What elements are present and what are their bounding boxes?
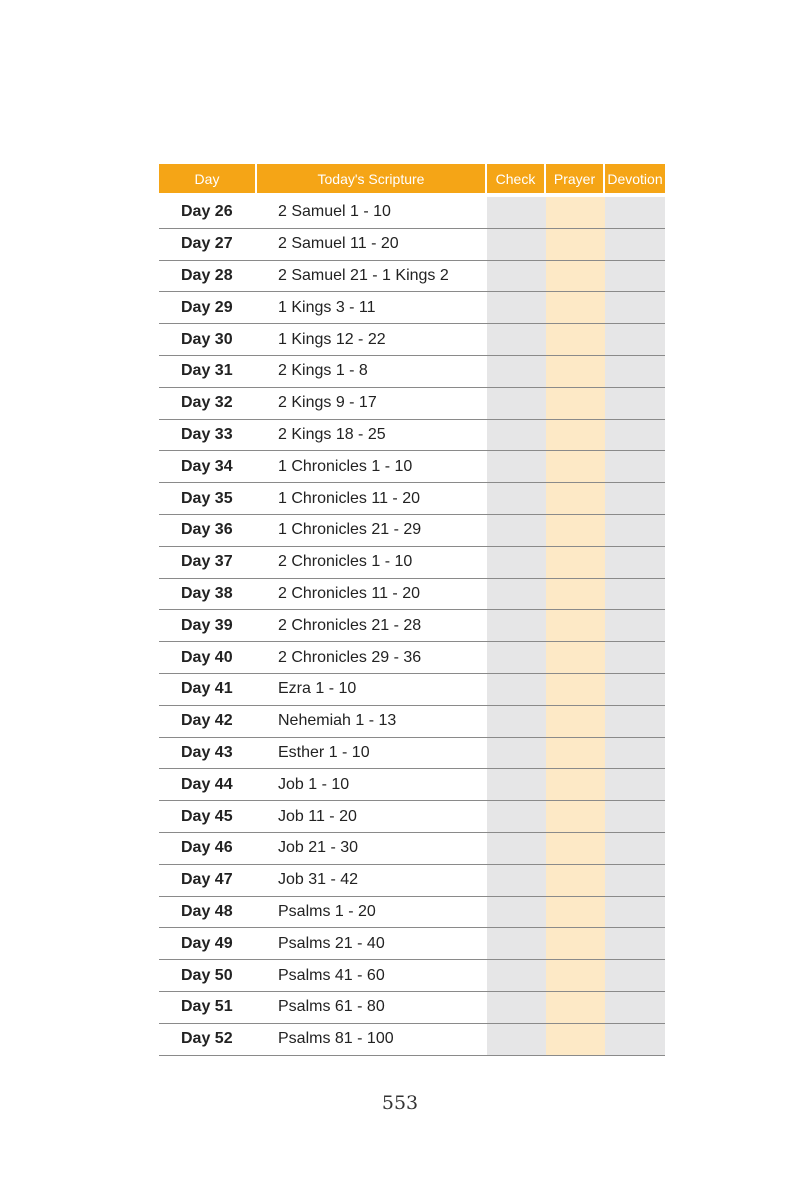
day-label: Day 30	[181, 330, 233, 348]
prayer-box[interactable]	[546, 960, 605, 991]
check-box[interactable]	[487, 451, 546, 482]
check-box[interactable]	[487, 865, 546, 896]
scripture-reading: Psalms 21 - 40	[278, 934, 385, 952]
day-label: Day 42	[181, 712, 233, 730]
table-body	[159, 197, 665, 1056]
check-box[interactable]	[487, 1024, 546, 1055]
devotion-box[interactable]	[605, 642, 665, 673]
prayer-box[interactable]	[546, 579, 605, 610]
scripture-reading: 2 Chronicles 29 - 36	[278, 648, 422, 666]
day-label: Day 46	[181, 839, 233, 857]
devotion-box[interactable]	[605, 292, 665, 323]
table-row	[159, 197, 665, 229]
table-row	[159, 865, 665, 897]
devotion-box[interactable]	[605, 261, 665, 292]
scripture-reading: 1 Kings 3 - 11	[278, 298, 376, 316]
prayer-box[interactable]	[546, 992, 605, 1023]
devotion-box[interactable]	[605, 738, 665, 769]
prayer-box[interactable]	[546, 451, 605, 482]
day-label: Day 50	[181, 966, 233, 984]
scripture-reading: Psalms 81 - 100	[278, 1030, 394, 1048]
table-row	[159, 292, 665, 324]
devotion-box[interactable]	[605, 420, 665, 451]
scripture-reading: Esther 1 - 10	[278, 743, 370, 761]
devotion-box[interactable]	[605, 897, 665, 928]
header-check: Check	[487, 164, 546, 193]
prayer-box[interactable]	[546, 738, 605, 769]
prayer-box[interactable]	[546, 1024, 605, 1055]
day-label: Day 49	[181, 934, 233, 952]
scripture-reading: 2 Kings 9 - 17	[278, 394, 377, 412]
table-row	[159, 515, 665, 547]
table-row	[159, 960, 665, 992]
check-box[interactable]	[487, 897, 546, 928]
check-box[interactable]	[487, 769, 546, 800]
day-label: Day 47	[181, 871, 233, 889]
devotion-box[interactable]	[605, 801, 665, 832]
scripture-reading: 2 Samuel 11 - 20	[278, 235, 399, 253]
devotion-box[interactable]	[605, 833, 665, 864]
check-box[interactable]	[487, 642, 546, 673]
devotion-box[interactable]	[605, 1024, 665, 1055]
scripture-reading: 2 Samuel 21 - 1 Kings 2	[278, 266, 449, 284]
day-label: Day 29	[181, 298, 233, 316]
devotion-box[interactable]	[605, 388, 665, 419]
table-row	[159, 388, 665, 420]
table-row	[159, 229, 665, 261]
day-label: Day 28	[181, 266, 233, 284]
scripture-reading: 2 Chronicles 1 - 10	[278, 553, 413, 571]
check-box[interactable]	[487, 833, 546, 864]
devotion-box[interactable]	[605, 769, 665, 800]
prayer-box[interactable]	[546, 833, 605, 864]
devotion-box[interactable]	[605, 229, 665, 260]
page-number: 553	[381, 1092, 419, 1114]
devotion-box[interactable]	[605, 356, 665, 387]
devotion-box[interactable]	[605, 324, 665, 355]
day-label: Day 44	[181, 775, 233, 793]
table-row	[159, 324, 665, 356]
scripture-reading: Job 31 - 42	[278, 871, 359, 889]
prayer-box[interactable]	[546, 515, 605, 546]
prayer-box[interactable]	[546, 261, 605, 292]
scripture-reading: Job 21 - 30	[278, 839, 359, 857]
prayer-box[interactable]	[546, 483, 605, 514]
table-row	[159, 610, 665, 642]
scripture-reading: Ezra 1 - 10	[278, 680, 357, 698]
check-box[interactable]	[487, 388, 546, 419]
check-box[interactable]	[487, 579, 546, 610]
table-row	[159, 928, 665, 960]
check-box[interactable]	[487, 261, 546, 292]
table-row	[159, 801, 665, 833]
day-label: Day 45	[181, 807, 233, 825]
check-box[interactable]	[487, 483, 546, 514]
scripture-reading: Psalms 61 - 80	[278, 998, 385, 1016]
scripture-reading: Nehemiah 1 - 13	[278, 712, 397, 730]
check-box[interactable]	[487, 992, 546, 1023]
reading-plan-table	[159, 164, 665, 1056]
day-label: Day 27	[181, 235, 233, 253]
prayer-box[interactable]	[546, 865, 605, 896]
table-header	[159, 164, 665, 193]
day-label: Day 31	[181, 362, 233, 380]
devotion-box[interactable]	[605, 547, 665, 578]
devotion-box[interactable]	[605, 960, 665, 991]
scripture-reading: 2 Chronicles 11 - 20	[278, 584, 420, 602]
devotion-box[interactable]	[605, 451, 665, 482]
prayer-box[interactable]	[546, 197, 605, 228]
scripture-reading: Job 11 - 20	[278, 807, 357, 825]
day-label: Day 34	[181, 457, 233, 475]
prayer-box[interactable]	[546, 801, 605, 832]
check-box[interactable]	[487, 706, 546, 737]
header-devotion: Devotion	[605, 164, 665, 193]
check-box[interactable]	[487, 292, 546, 323]
devotion-box[interactable]	[605, 197, 665, 228]
table-row	[159, 769, 665, 801]
prayer-box[interactable]	[546, 356, 605, 387]
check-box[interactable]	[487, 960, 546, 991]
check-box[interactable]	[487, 674, 546, 705]
header-scripture: Today's Scripture	[257, 164, 487, 193]
check-box[interactable]	[487, 547, 546, 578]
devotion-box[interactable]	[605, 706, 665, 737]
day-label: Day 37	[181, 553, 233, 571]
header-prayer: Prayer	[546, 164, 605, 193]
check-box[interactable]	[487, 801, 546, 832]
prayer-box[interactable]	[546, 674, 605, 705]
scripture-reading: 2 Chronicles 21 - 28	[278, 616, 422, 634]
scripture-reading: 2 Kings 1 - 8	[278, 362, 368, 380]
prayer-box[interactable]	[546, 706, 605, 737]
table-row	[159, 420, 665, 452]
scripture-reading: 2 Samuel 1 - 10	[278, 203, 391, 221]
devotion-box[interactable]	[605, 928, 665, 959]
devotion-box[interactable]	[605, 579, 665, 610]
scripture-reading: 1 Chronicles 21 - 29	[278, 521, 422, 539]
table-row	[159, 833, 665, 865]
table-row	[159, 674, 665, 706]
table-row	[159, 642, 665, 674]
table-row	[159, 706, 665, 738]
devotion-box[interactable]	[605, 865, 665, 896]
table-row	[159, 579, 665, 611]
table-row	[159, 483, 665, 515]
day-label: Day 38	[181, 584, 233, 602]
check-box[interactable]	[487, 229, 546, 260]
prayer-box[interactable]	[546, 388, 605, 419]
scripture-reading: 2 Kings 18 - 25	[278, 425, 386, 443]
devotion-box[interactable]	[605, 515, 665, 546]
table-row	[159, 992, 665, 1024]
devotion-box[interactable]	[605, 992, 665, 1023]
day-label: Day 43	[181, 743, 233, 761]
day-label: Day 52	[181, 1030, 233, 1048]
day-label: Day 35	[181, 489, 233, 507]
check-box[interactable]	[487, 420, 546, 451]
check-box[interactable]	[487, 197, 546, 228]
day-label: Day 41	[181, 680, 233, 698]
prayer-box[interactable]	[546, 229, 605, 260]
prayer-box[interactable]	[546, 324, 605, 355]
header-day: Day	[159, 164, 257, 193]
table-row	[159, 547, 665, 579]
devotion-box[interactable]	[605, 483, 665, 514]
scripture-reading: Psalms 41 - 60	[278, 966, 385, 984]
day-label: Day 32	[181, 394, 233, 412]
check-box[interactable]	[487, 515, 546, 546]
scripture-reading: 1 Chronicles 1 - 10	[278, 457, 413, 475]
prayer-box[interactable]	[546, 897, 605, 928]
scripture-reading: Psalms 1 - 20	[278, 902, 376, 920]
prayer-box[interactable]	[546, 547, 605, 578]
check-box[interactable]	[487, 356, 546, 387]
day-label: Day 48	[181, 902, 233, 920]
scripture-reading: Job 1 - 10	[278, 775, 350, 793]
scripture-reading: 1 Chronicles 11 - 20	[278, 489, 420, 507]
devotion-box[interactable]	[605, 674, 665, 705]
day-label: Day 26	[181, 203, 233, 221]
day-label: Day 33	[181, 425, 233, 443]
day-label: Day 40	[181, 648, 233, 666]
scripture-reading: 1 Kings 12 - 22	[278, 330, 386, 348]
prayer-box[interactable]	[546, 642, 605, 673]
check-box[interactable]	[487, 928, 546, 959]
prayer-box[interactable]	[546, 610, 605, 641]
check-box[interactable]	[487, 738, 546, 769]
prayer-box[interactable]	[546, 420, 605, 451]
day-label: Day 36	[181, 521, 233, 539]
day-label: Day 39	[181, 616, 233, 634]
table-row	[159, 451, 665, 483]
check-box[interactable]	[487, 610, 546, 641]
check-box[interactable]	[487, 324, 546, 355]
table-row	[159, 1024, 665, 1056]
day-label: Day 51	[181, 998, 233, 1016]
prayer-box[interactable]	[546, 928, 605, 959]
prayer-box[interactable]	[546, 292, 605, 323]
prayer-box[interactable]	[546, 769, 605, 800]
table-row	[159, 261, 665, 293]
table-row	[159, 897, 665, 929]
table-row	[159, 738, 665, 770]
table-row	[159, 356, 665, 388]
devotion-box[interactable]	[605, 610, 665, 641]
